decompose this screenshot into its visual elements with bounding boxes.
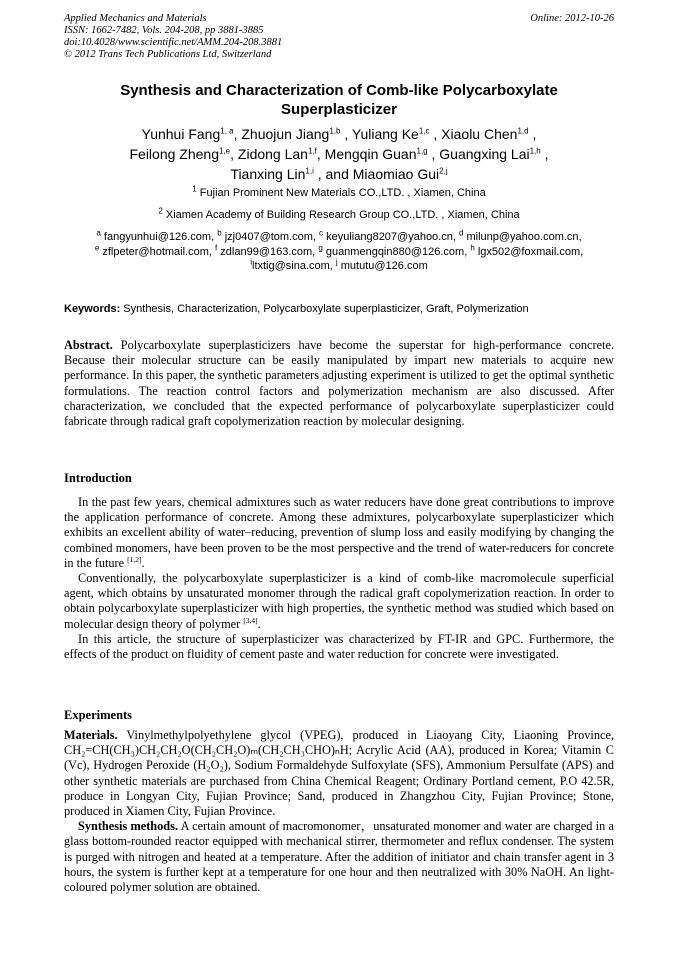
citation[interactable]: [1,2] — [127, 554, 142, 564]
email[interactable]: $^h$ lgx502@foxmail.com, — [470, 242, 584, 258]
email[interactable]: $^f$ zdlan99@163.com, — [215, 242, 319, 258]
doi-line: doi:10.4028/www.scientific.net/AMM.204-208.3881 — [64, 37, 283, 48]
introduction-section — [64, 495, 614, 662]
author: Yuliang Ke$^{1,c}$ , — [351, 126, 442, 142]
synthesis-label: Synthesis methods. — [78, 819, 178, 834]
abstract-text: Polycarboxylate superplasticizers have become the superstar for high-performance concrete. Because their molecular structure can be easily manipulated by impart new materials to acquire new performance. In this paper, the synthetic parameters adjusting experiment is utilized to get the optimal synthetic formulations. The reaction control factors and polymerization mechanism are also discussed. After characterization, we concluded that the expected performance of polycarboxylate superplasticizer could fabricate through radical graft copolymerization reaction by molecular designing. — [64, 338, 614, 429]
author-list — [64, 124, 614, 184]
intro-paragraph-2: Conventionally, the polycarboxylate superplasticizer is a kind of comb-like macromolecule superficial agent, which obtains by unsaturated monomer through the radical graft copolymerization reaction. In order to obtain polycarboxylate superplasticizer with high properties, the synthetic method was studied which based on molecular design theory of polymer [3,4]. — [64, 571, 614, 631]
vpeg-formula: CH₂=CH(CH₃)CH₂CH₂O(CH₂CH₂O)ₘ(CH₂CH₃CHO)ₙH — [64, 743, 349, 758]
author: Xiaolu Chen$^{1,d}$ , — [441, 126, 537, 142]
materials-paragraph: Materials. Vinylmethylpolyethylene glycol (VPEG), produced in Liaoyang City, Liaoning Province, CH₂=CH(CH₃)CH₂CH₂O(CH₂CH₂O)ₘ(CH₂CH₃CHO)ₙH; Acrylic Acid (AA), produced in Korea; Vitamin C (Vc), Hydrogen Peroxide (H₂O₂), Sodium Formaldehyde Sulfoxylate (SFS), Ammonium Persulfate (APS) and other synthetic materials are purchased from China Chemical Reagent; Ordinary Portland cement, P.O 42.5R, produce in Longyan City, Fujian Province; Sand, produced in Zhangzhou City, Fujian Province; Stone, produced in Xiamen City, Fujian Province. — [64, 728, 615, 819]
email[interactable]: $^d$ milunp@yahoo.com.cn, — [458, 228, 582, 243]
journal-header — [64, 13, 282, 61]
author: Miaomiao Gui$^{2,j}$ — [352, 166, 448, 182]
email[interactable]: $^a$ fangyunhui@126.com, — [96, 228, 218, 243]
issn-line: ISSN: 1662-7482, Vols. 204-208, pp 3881-3885 — [64, 25, 264, 36]
email[interactable]: $^c$ keyuliang8207@yahoo.cn, — [319, 228, 459, 243]
author: Feilong Zheng$^{1,e}$, — [129, 146, 238, 162]
author: Tianxing Lin$^{1,i}$ , and — [230, 166, 353, 182]
affiliation-2: $^2$ Xiamen Academy of Building Research Group CO.,LTD. , Xiamen, China — [158, 206, 520, 221]
keywords-label: Keywords: — [64, 303, 121, 315]
journal-name: Applied Mechanics and Materials — [64, 13, 207, 24]
author: Zidong Lan$^{1,f}$, — [237, 146, 325, 162]
keywords — [64, 302, 614, 316]
intro-paragraph-3: In this article, the structure of superplasticizer was characterized by FT-IR and GPC. Furthermore, the effects of the product on fluidity of cement paste and water reduction for concrete were investigated. — [64, 631, 614, 662]
copyright-line: © 2012 Trans Tech Publications Ltd, Switzerland — [64, 49, 272, 60]
synthesis-paragraph: Synthesis methods. A certain amount of macromonomer，unsaturated monomer and water are charged in a glass bottom-rounded reactor equipped with mechanical stirrer, thermometer and reflux condenser. The system is purged with nitrogen and heated at a temperature. After the addition of initiator and chain transfer agent in 3 hours, the system is further kept at a temperature for one hour and then neutralized with 30% NaOH. An light-coloured polymer solution are obtained. — [64, 819, 614, 895]
email[interactable]: $^g$ guanmengqin880@126.com, — [318, 242, 471, 258]
abstract — [64, 338, 614, 429]
author: Guangxing Lai$^{1,h}$ , — [439, 146, 549, 162]
email[interactable]: $^b$ jzj0407@tom.com, — [217, 228, 320, 243]
abstract-label: Abstract. — [64, 338, 113, 352]
experiments-section — [64, 728, 614, 895]
h2o2-formula: H₂O₂ — [197, 758, 224, 773]
online-date: Online: 2012-10-26 — [530, 13, 614, 24]
experiments-heading: Experiments — [64, 708, 133, 722]
email[interactable]: $^i$ltxtig@sina.com, — [250, 257, 336, 272]
introduction-heading: Introduction — [64, 471, 132, 485]
author: Mengqin Guan$^{1,g}$ , — [324, 146, 440, 162]
intro-paragraph-1: In the past few years, chemical admixtures such as water reducers have done great contributions to improve the application performance of concrete. Among these admixtures, polycarboxylate superplasticizer which exhibits an excellent ability of water–reducing, prevention of slump loss and easily modifying by changing the combined monomers, have been proven to be the most perspective and the trend of water-reducers for concrete in the future [1,2]. — [64, 495, 614, 570]
email-list — [64, 230, 614, 274]
email[interactable]: $^j$ mututu@126.com — [335, 257, 428, 272]
citation[interactable]: [3,4] — [243, 615, 258, 625]
paper-title: Synthesis and Characterization of Comb-like Polycarboxylate Superplasticizer — [120, 82, 558, 118]
author: Yunhui Fang$^{1, a}$, — [141, 126, 242, 142]
materials-label: Materials. — [64, 728, 118, 742]
author: Zhuojun Jiang$^{1,b}$ , — [241, 126, 349, 142]
affiliation-1: $^1$ Fujian Prominent New Materials CO.,LTD. , Xiamen, China — [192, 184, 486, 199]
email[interactable]: $^e$ zflpeter@hotmail.com, — [94, 242, 215, 258]
keywords-text: Synthesis, Characterization, Polycarboxylate superplasticizer, Graft, Polymerization — [120, 303, 529, 315]
